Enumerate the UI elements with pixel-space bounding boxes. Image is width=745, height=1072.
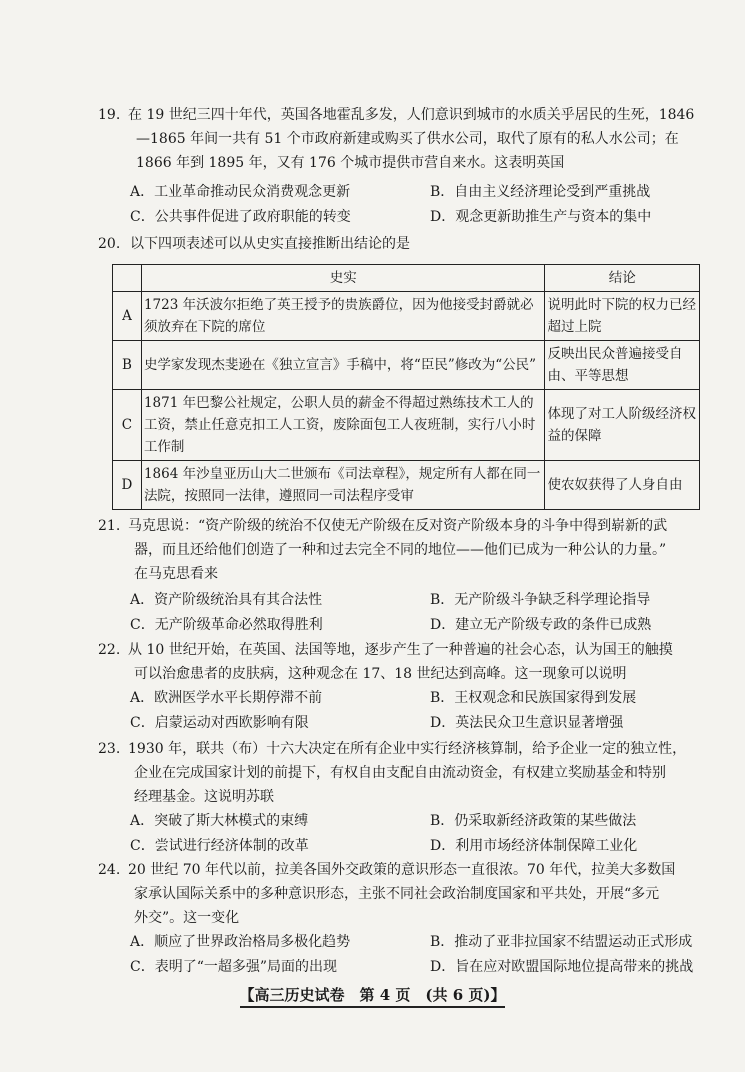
question-text-line: 器，而且还给他们创造了一种和过去完全不同的地位——他们已成为一种公认的力量。”: [134, 542, 667, 558]
question-text-line: 外交”。这一变化: [134, 910, 240, 926]
table-row: [113, 341, 700, 390]
row-fact: 1864 年沙皇亚历山大二世颁布《司法章程》，规定所有人都在同一法院，按照同一法律，遵照同一司法程序受审: [141, 461, 545, 510]
question-text-line: 马克思说：“资产阶级的统治不仅使无产阶级在反对资产阶级本身的斗争中得到崭新的武: [128, 518, 668, 534]
option-d[interactable]: D．利用市场经济体制保障工业化: [430, 838, 638, 854]
table-header-blank: [113, 265, 142, 292]
option-a[interactable]: A．工业革命推动民众消费观念更新: [130, 184, 351, 200]
row-conclusion: 反映出民众普遍接受自由、平等思想: [545, 341, 700, 390]
table-header-fact: 史实: [141, 265, 545, 292]
page-footer: [0, 984, 745, 1005]
question-text-line: 可以治愈患者的皮肤病，这种观念在 17、18 世纪达到高峰。这一现象可以说明: [134, 666, 627, 682]
option-d[interactable]: D．旨在应对欧盟国际地位提高带来的挑战: [430, 959, 694, 975]
question-text-line: 在 19 世纪三四十年代，英国各地霍乱多发，人们意识到城市的水质关乎居民的生死，1846: [128, 107, 695, 123]
question-21-options: [130, 588, 720, 638]
question-text-line: 以下四项表述可以从史实直接推断出结论的是: [130, 236, 410, 252]
row-conclusion: 使农奴获得了人身自由: [545, 461, 700, 510]
row-fact: 史学家发现杰斐逊在《独立宣言》手稿中，将“臣民”修改为“公民”: [141, 341, 545, 390]
row-label: D: [113, 461, 142, 510]
option-b[interactable]: B．无产阶级斗争缺乏科学理论指导: [430, 592, 651, 608]
table-row: [113, 390, 700, 461]
option-a[interactable]: A．顺应了世界政治格局多极化趋势: [130, 934, 351, 950]
option-b[interactable]: B．仍采取新经济政策的某些做法: [430, 813, 637, 829]
option-b[interactable]: B．自由主义经济理论受到严重挑战: [430, 184, 651, 200]
question-number: 19.: [98, 107, 121, 123]
option-c[interactable]: C．无产阶级革命必然取得胜利: [130, 617, 323, 633]
row-conclusion: 说明此时下院的权力已经超过上院: [545, 292, 700, 341]
option-c[interactable]: C．启蒙运动对西欧影响有限: [130, 715, 309, 731]
question-text-line: 企业在完成国家计划的前提下，有权自由支配自由流动资金，有权建立奖励基金和特别: [134, 765, 666, 781]
option-a[interactable]: A．突破了斯大林模式的束缚: [130, 813, 309, 829]
row-fact: 1723 年沃波尔拒绝了英王授予的贵族爵位，因为他接受封爵就必须放弃在下院的席位: [141, 292, 545, 341]
question-20: [98, 232, 718, 256]
table-header-conclusion: 结论: [545, 265, 700, 292]
question-text-line: 在马克思看来: [134, 566, 218, 582]
question-text-line: 经理基金。这说明苏联: [134, 789, 274, 805]
row-conclusion: 体现了对工人阶级经济权益的保障: [545, 390, 700, 461]
facts-table: [112, 264, 700, 510]
row-fact: 1871 年巴黎公社规定，公职人员的薪金不得超过熟练技术工人的工资，禁止任意克扣工人工资，废除面包工人夜班制，实行八小时工作制: [141, 390, 545, 461]
question-number: 24.: [98, 862, 121, 878]
question-text-line: 1930 年，联共（布）十六大决定在所有企业中实行经济核算制，给予企业一定的独立性，: [128, 741, 687, 757]
table-row: [113, 461, 700, 510]
option-d[interactable]: D．观念更新助推生产与资本的集中: [430, 209, 652, 225]
question-number: 23.: [98, 741, 121, 757]
option-c[interactable]: C．公共事件促进了政府职能的转变: [130, 209, 351, 225]
question-23-options: [130, 809, 720, 859]
option-b[interactable]: B．推动了亚非拉国家不结盟运动正式形成: [430, 934, 693, 950]
question-number: 22.: [98, 642, 121, 658]
option-b[interactable]: B．王权观念和民族国家得到发展: [430, 690, 637, 706]
option-a[interactable]: A．资产阶级统治具有其合法性: [130, 592, 323, 608]
table-row: [113, 292, 700, 341]
option-a[interactable]: A．欧洲医学水平长期停滞不前: [130, 690, 323, 706]
question-text-line: 家承认国际关系中的多种意识形态，主张不同社会政治制度国家和平共处，开展“多元: [134, 886, 660, 902]
question-23: [98, 737, 718, 809]
option-c[interactable]: C．表明了“一超多强”局面的出现: [130, 959, 338, 975]
question-19-options: [130, 180, 720, 230]
row-label: A: [113, 292, 142, 341]
question-number: 21.: [98, 518, 121, 534]
question-19: [98, 103, 718, 175]
footer-text: 【高三历史试卷 第 4 页 (共 6 页)】: [240, 986, 506, 1008]
question-text-line: 从 10 世纪开始，在英国、法国等地，逐步产生了一种普遍的社会心态，认为国王的触摸: [128, 642, 673, 658]
row-label: C: [113, 390, 142, 461]
row-label: B: [113, 341, 142, 390]
question-text-line: 20 世纪 70 年代以前，拉美各国外交政策的意识形态一直很浓。70 年代，拉美大多数国: [128, 862, 676, 878]
question-22-options: [130, 686, 720, 736]
question-24-options: [130, 930, 720, 980]
question-24: [98, 858, 718, 930]
question-number: 20.: [98, 236, 121, 252]
option-d[interactable]: D．建立无产阶级专政的条件已成熟: [430, 617, 652, 633]
question-22: [98, 638, 718, 686]
table-header-row: [113, 265, 700, 292]
option-c[interactable]: C．尝试进行经济体制的改革: [130, 838, 309, 854]
question-21: [98, 514, 718, 586]
option-d[interactable]: D．英法民众卫生意识显著增强: [430, 715, 624, 731]
question-text-line: —1865 年间一共有 51 个市政府新建或购买了供水公司，取代了原有的私人水公司；在: [136, 131, 679, 147]
question-text-line: 1866 年到 1895 年，又有 176 个城市提供市营自来水。这表明英国: [136, 155, 565, 171]
